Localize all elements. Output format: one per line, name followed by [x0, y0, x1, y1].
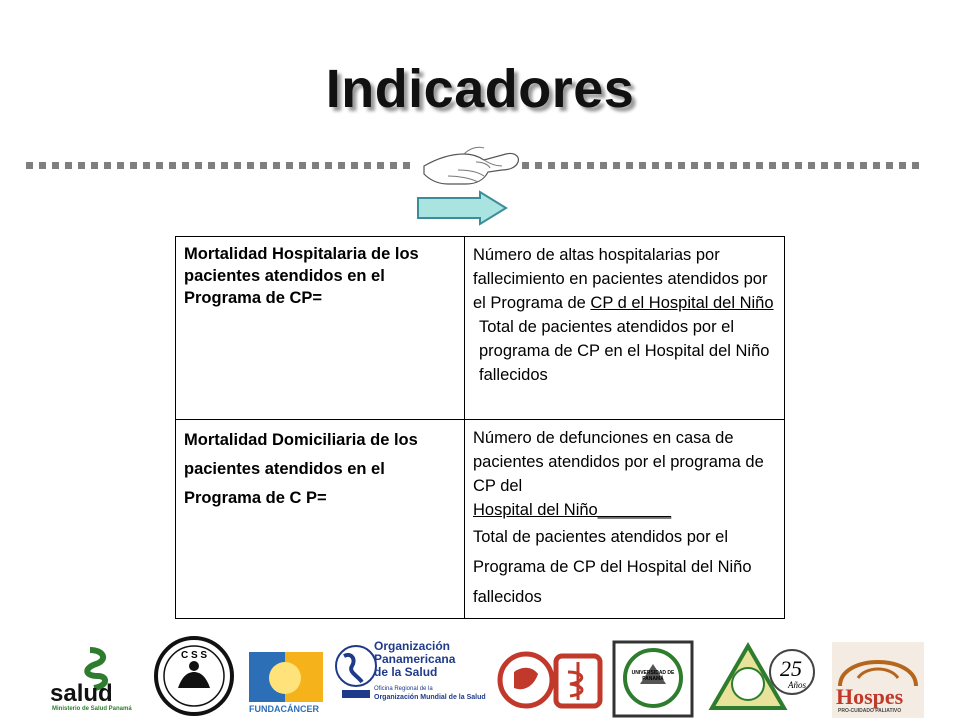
- divider-dot: [652, 162, 659, 169]
- divider-dot: [704, 162, 711, 169]
- sponsor-logos-strip: [40, 632, 960, 720]
- dotted-divider-right: [522, 156, 934, 164]
- divider-dot: [574, 162, 581, 169]
- ops-subtext-2: Organización Mundial de la Salud: [374, 694, 486, 701]
- ops-line3: de la Salud: [374, 665, 438, 679]
- numerator-text-underlined: Hospital del Niño________: [473, 501, 672, 519]
- indicator-label: Mortalidad Domiciliaria de los pacientes atendidos en el Programa de C P=: [176, 420, 465, 619]
- medical-caduceus-icon: [496, 642, 606, 716]
- divider-dot: [65, 162, 72, 169]
- divider-dot: [91, 162, 98, 169]
- divider-dot: [390, 162, 397, 169]
- indicator-label: Mortalidad Hospitalaria de los pacientes atendidos en el Programa de CP=: [176, 237, 465, 420]
- divider-dot: [626, 162, 633, 169]
- divider-dot: [26, 162, 33, 169]
- divider-dot: [535, 162, 542, 169]
- table-row: [176, 420, 785, 619]
- divider-dot: [169, 162, 176, 169]
- css-logo: [148, 632, 240, 720]
- css-text: C S S: [180, 650, 208, 661]
- divider-dot: [273, 162, 280, 169]
- salud-logo: [50, 646, 145, 716]
- denominator-text: Total de pacientes atendidos por el programa de CP en el Hospital del Niño fallecidos: [479, 318, 770, 384]
- hands-handshake-icon: [418, 140, 528, 196]
- divider-dot: [325, 162, 332, 169]
- indicator-formula: [465, 420, 785, 619]
- divider-dot: [247, 162, 254, 169]
- salud-subtext: Ministerio de Salud Panamá: [52, 706, 132, 712]
- hospes-subtext: PRO-CUIDADO PALIATIVO: [838, 708, 902, 714]
- divider-dot: [286, 162, 293, 169]
- divider-dot: [587, 162, 594, 169]
- divider-dot: [743, 162, 750, 169]
- divider-dot: [104, 162, 111, 169]
- universidad-panama-logo: [610, 638, 696, 720]
- anniversary-triangle-icon: [708, 638, 820, 718]
- divider-dot: [221, 162, 228, 169]
- ops-line2: Panamericana: [374, 652, 456, 666]
- divider-dot: [182, 162, 189, 169]
- salud-text: salud: [50, 680, 113, 707]
- denominator-text: Total de pacientes atendidos por el Programa de CP del Hospital del Niño fallecidos: [473, 528, 752, 606]
- divider-dot: [639, 162, 646, 169]
- divider-dot: [52, 162, 59, 169]
- divider-dot: [156, 162, 163, 169]
- divider-dot: [795, 162, 802, 169]
- universidad-text: UNIVERSIDAD DE PANAMÁ: [631, 670, 675, 682]
- aniversario-logo: [708, 638, 820, 718]
- divider-dot: [613, 162, 620, 169]
- css-emblem-icon: [148, 632, 240, 720]
- divider-dot: [403, 162, 410, 169]
- hospes-logo: [832, 642, 924, 718]
- numerator-text: Número de altas hospitalarias por fallecimiento en pacientes atendidos por el Programa de CP d el Hospital del Niño: [473, 246, 774, 312]
- divider-dot: [600, 162, 607, 169]
- medical-emblem-logo: [496, 642, 606, 716]
- divider-dot: [548, 162, 555, 169]
- slide-title: Indicadores: [325, 59, 635, 119]
- divider-dot: [39, 162, 46, 169]
- indicators-table: [175, 236, 785, 619]
- divider-dot: [665, 162, 672, 169]
- divider-dot: [299, 162, 306, 169]
- divider-dot: [78, 162, 85, 169]
- dotted-divider-left: [26, 156, 416, 164]
- aniversario-number: 25: [780, 656, 802, 681]
- numerator-text: Número de defunciones en casa de pacientes atendidos por el programa de CP del: [473, 429, 764, 495]
- divider-dot: [860, 162, 867, 169]
- divider-dot: [312, 162, 319, 169]
- divider-dot: [808, 162, 815, 169]
- divider-dot: [912, 162, 919, 169]
- divider-dot: [899, 162, 906, 169]
- ops-line1: Organización: [374, 639, 451, 653]
- divider-dot: [717, 162, 724, 169]
- divider-dot: [351, 162, 358, 169]
- divider-dot: [730, 162, 737, 169]
- ops-oms-logo: [334, 638, 484, 718]
- indicator-formula: [465, 237, 785, 420]
- divider-dot: [678, 162, 685, 169]
- divider-dot: [143, 162, 150, 169]
- ops-subtext-1: Oficina Regional de la: [374, 686, 433, 692]
- divider-dot: [886, 162, 893, 169]
- divider-dot: [756, 162, 763, 169]
- fundacancer-text: FUNDACÁNCER: [249, 704, 319, 714]
- divider-dot: [873, 162, 880, 169]
- divider-dot: [208, 162, 215, 169]
- divider-dot: [234, 162, 241, 169]
- divider-dot: [338, 162, 345, 169]
- fundacancer-logo: [245, 638, 327, 720]
- divider-dot: [130, 162, 137, 169]
- divider-dot: [834, 162, 841, 169]
- divider-dot: [364, 162, 371, 169]
- divider-dot: [377, 162, 384, 169]
- divider-dot: [821, 162, 828, 169]
- hospes-text: Hospes: [836, 684, 904, 709]
- divider-dot: [561, 162, 568, 169]
- right-arrow-icon: [416, 190, 508, 226]
- aniversario-text: Años: [788, 680, 806, 690]
- divider-dot: [117, 162, 124, 169]
- divider-dot: [691, 162, 698, 169]
- table-row: [176, 237, 785, 420]
- divider-dot: [782, 162, 789, 169]
- divider-dot: [769, 162, 776, 169]
- divider-dot: [847, 162, 854, 169]
- globe-icon: [334, 640, 378, 700]
- divider-dot: [195, 162, 202, 169]
- divider-dot: [260, 162, 267, 169]
- fundacancer-sun-icon: [245, 638, 327, 704]
